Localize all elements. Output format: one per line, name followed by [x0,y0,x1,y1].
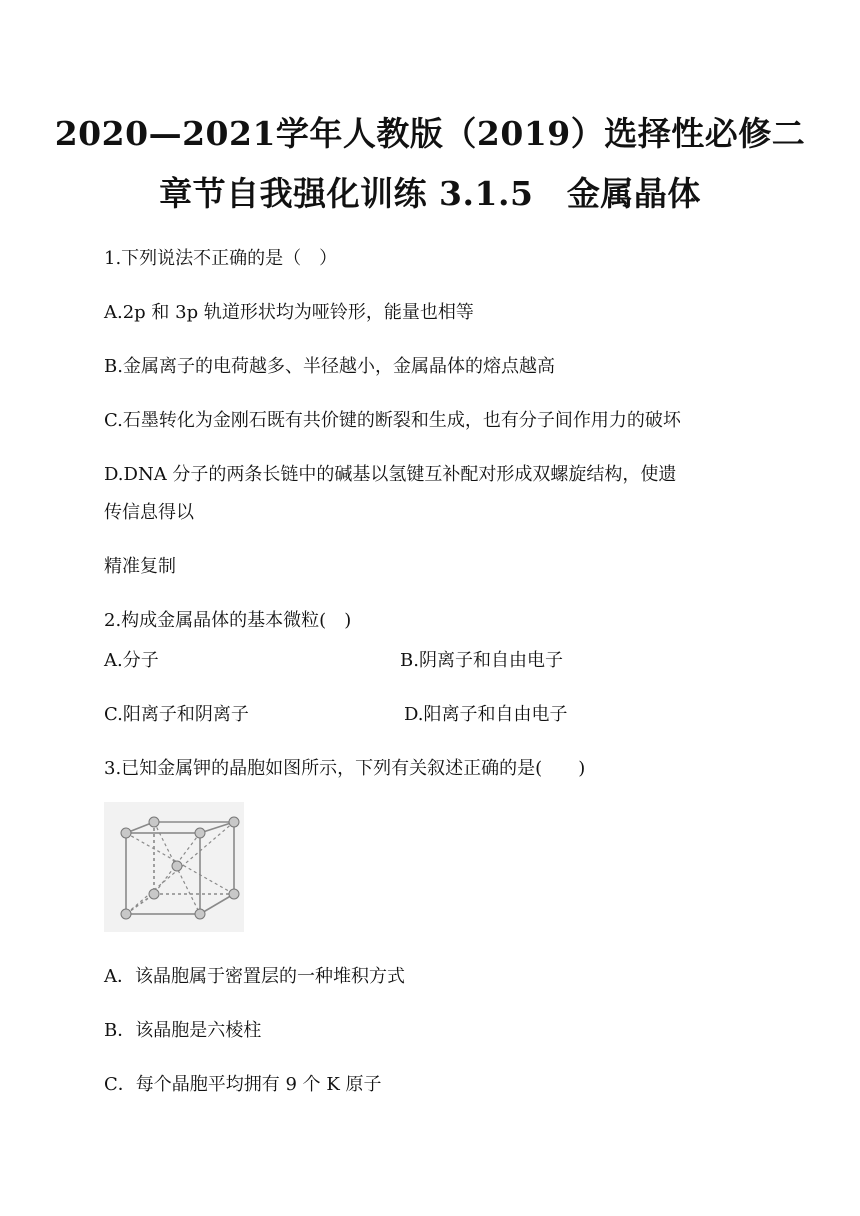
question-1-stem: 1.下列说法不正确的是（ ） [104,248,338,269]
question-1-option-d-line-3: 精准复制 [104,556,176,577]
atom-back-bottom-left [149,889,159,899]
question-1-option-c: C.石墨转化为金刚石既有共价键的断裂和生成，也有分子间作用力的破坏 [104,410,681,431]
question-3-stem: 3.已知金属钾的晶胞如图所示，下列有关叙述正确的是( ) [104,758,586,779]
question-1-option-a: A.2p 和 3p 轨道形状均为哑铃形，能量也相等 [104,302,474,323]
bcc-unit-cell-figure [104,802,244,932]
question-2-stem: 2.构成金属晶体的基本微粒( ) [104,610,352,631]
question-2-option-d: D.阳离子和自由电子 [404,704,568,725]
question-3-option-a: A．该晶胞属于密置层的一种堆积方式 [104,966,405,987]
atom-front-top-left [121,828,131,838]
question-2-option-b: B.阴离子和自由电子 [400,650,563,671]
atom-front-bottom-right [195,909,205,919]
atom-front-bottom-left [121,909,131,919]
question-1-option-d-line-2: 传信息得以 [104,502,194,523]
question-2-option-c: C.阳离子和阴离子 [104,704,249,725]
question-1-option-d-line-1: D.DNA 分子的两条长链中的碱基以氢键互补配对形成双螺旋结构，使遗 [104,464,677,485]
atom-front-top-right [195,828,205,838]
question-2-option-a: A.分子 [104,650,159,671]
atom-back-top-left [149,817,159,827]
question-3-option-b: B．该晶胞是六棱柱 [104,1020,262,1041]
atom-back-bottom-right [229,889,239,899]
document-title-line-2: 章节自我强化训练 3.1.5 金属晶体 [159,174,701,213]
atom-body-center [172,861,182,871]
question-1-option-b: B.金属离子的电荷越多、半径越小，金属晶体的熔点越高 [104,356,555,377]
atom-back-top-right [229,817,239,827]
document-title-line-1: 2020—2021学年人教版（2019）选择性必修二 [54,114,806,153]
question-3-option-c: C．每个晶胞平均拥有 9 个 K 原子 [104,1074,382,1095]
